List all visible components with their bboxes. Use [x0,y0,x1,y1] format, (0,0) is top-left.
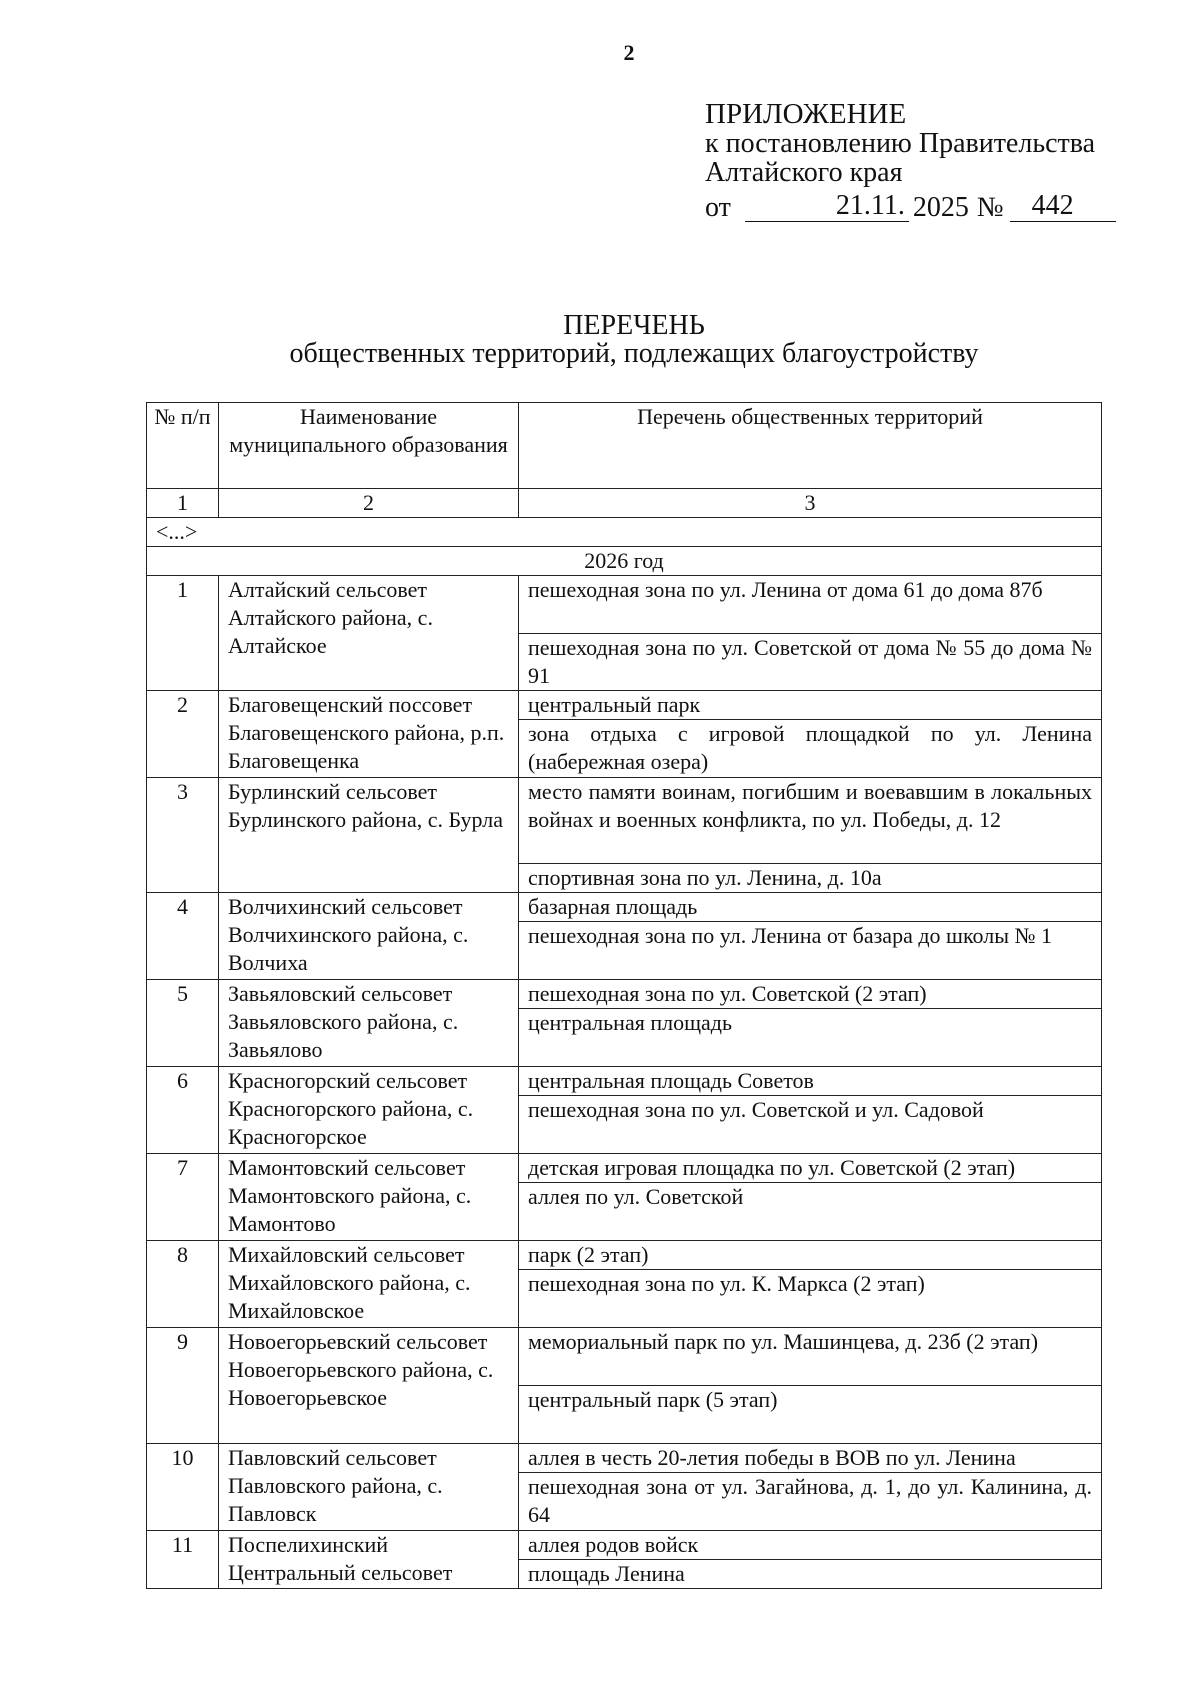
territory-item: пешеходная зона по ул. Ленина от базара до школы № 1 [519,922,1102,980]
row-number: 4 [147,893,219,980]
column-numbers-row [147,489,1102,518]
row-number: 9 [147,1328,219,1444]
year-cell: 2026 год [147,547,1102,576]
row-number: 10 [147,1444,219,1531]
appendix-line-2: Алтайского края [705,157,903,188]
territory-item: спортивная зона по ул. Ленина, д. 10а [519,864,1102,893]
territory-item: пешеходная зона по ул. Ленина от дома 61 до дома 87б [519,576,1102,634]
table-row [147,1444,1102,1473]
municipality-name: Алтайский сельсовет Алтайского района, с. Алтайское [219,576,519,691]
territory-item: центральный парк [519,691,1102,720]
appendix-date-line [705,191,1125,222]
ellipsis-row [147,518,1102,547]
municipality-name: Павловский сельсовет Павловского района, с. Павловск [219,1444,519,1531]
number-label: № [976,192,1004,223]
municipality-name: Мамонтовский сельсовет Мамонтовского района, с. Мамонтово [219,1154,519,1241]
row-number: 2 [147,691,219,778]
header-territories: Перечень общественных территорий [519,403,1102,489]
ellipsis-cell: <...> [147,518,1102,547]
municipality-name: Красногорский сельсовет Красногорского района, с. Красногорское [219,1067,519,1154]
from-label: от [705,192,731,223]
territory-item: пешеходная зона от ул. Загайнова, д. 1, до ул. Калинина, д. 64 [519,1473,1102,1531]
territory-item: зона отдыха с игровой площадкой по ул. Ленина (набережная озера) [519,720,1102,778]
municipality-name: Завьяловский сельсовет Завьяловского района, с. Завьялово [219,980,519,1067]
table-row [147,980,1102,1009]
decree-date: 21.11. [745,191,909,222]
municipality-name: Волчихинский сельсовет Волчихинского района, с. Волчиха [219,893,519,980]
table-row [147,778,1102,864]
header-municipality: Наименование муниципального образования [219,403,519,489]
row-number: 11 [147,1531,219,1589]
table-row [147,1154,1102,1183]
header-number: № п/п [147,403,219,489]
territory-item: пешеходная зона по ул. Советской (2 этап) [519,980,1102,1009]
table-row [147,1067,1102,1096]
territory-item: пешеходная зона по ул. Советской от дома № 55 до дома № 91 [519,634,1102,691]
territory-item: центральный парк (5 этап) [519,1386,1102,1444]
territory-item: аллея родов войск [519,1531,1102,1560]
page-number: 2 [623,40,635,65]
list-title-sub: общественных территорий, подлежащих благоустройству [289,338,979,369]
municipality-name: Бурлинский сельсовет Бурлинского района, с. Бурла [219,778,519,893]
column-number-2: 2 [219,489,519,518]
territory-item: площадь Ленина [519,1560,1102,1589]
list-title [0,312,1200,368]
header-row [147,403,1102,489]
table-row [147,1531,1102,1560]
row-number: 3 [147,778,219,893]
table-row [147,1241,1102,1270]
table-row [147,893,1102,922]
appendix-title: ПРИЛОЖЕНИЕ [705,98,907,130]
territory-item: аллея по ул. Советской [519,1183,1102,1241]
row-number: 1 [147,576,219,691]
table-row [147,576,1102,634]
appendix-block [705,100,1125,222]
decree-year: 2025 [912,192,969,223]
territory-item: центральная площадь [519,1009,1102,1067]
list-title-main: ПЕРЕЧЕНЬ [563,310,705,341]
territory-item: центральная площадь Советов [519,1067,1102,1096]
municipality-name: Новоегорьевский сельсовет Новоегорьевского района, с. Новоегорьевское [219,1328,519,1444]
territory-item: аллея в честь 20-летия победы в ВОВ по ул. Ленина [519,1444,1102,1473]
column-number-1: 1 [147,489,219,518]
territories-table [146,402,1102,1589]
appendix-line-1: к постановлению Правительства [705,128,1096,159]
territory-item: мемориальный парк по ул. Машинцева, д. 23б (2 этап) [519,1328,1102,1386]
municipality-name: Михайловский сельсовет Михайловского района, с. Михайловское [219,1241,519,1328]
row-number: 6 [147,1067,219,1154]
territory-item: базарная площадь [519,893,1102,922]
municipality-name: Поспелихинский Центральный сельсовет [219,1531,519,1589]
territory-item: парк (2 этап) [519,1241,1102,1270]
row-number: 7 [147,1154,219,1241]
row-number: 8 [147,1241,219,1328]
municipality-name: Благовещенский поссовет Благовещенского района, р.п. Благовещенка [219,691,519,778]
table-row [147,691,1102,720]
table-row [147,1328,1102,1386]
territory-item: детская игровая площадка по ул. Советской (2 этап) [519,1154,1102,1183]
territory-item: пешеходная зона по ул. Советской и ул. Садовой [519,1096,1102,1154]
column-number-3: 3 [519,489,1102,518]
decree-number: 442 [1010,191,1116,222]
territory-item: пешеходная зона по ул. К. Маркса (2 этап) [519,1270,1102,1328]
year-row [147,547,1102,576]
territory-item: место памяти воинам, погибшим и воевавшим в локальных войнах и военных конфликта, по ул. Победы, д. 12 [519,778,1102,864]
row-number: 5 [147,980,219,1067]
